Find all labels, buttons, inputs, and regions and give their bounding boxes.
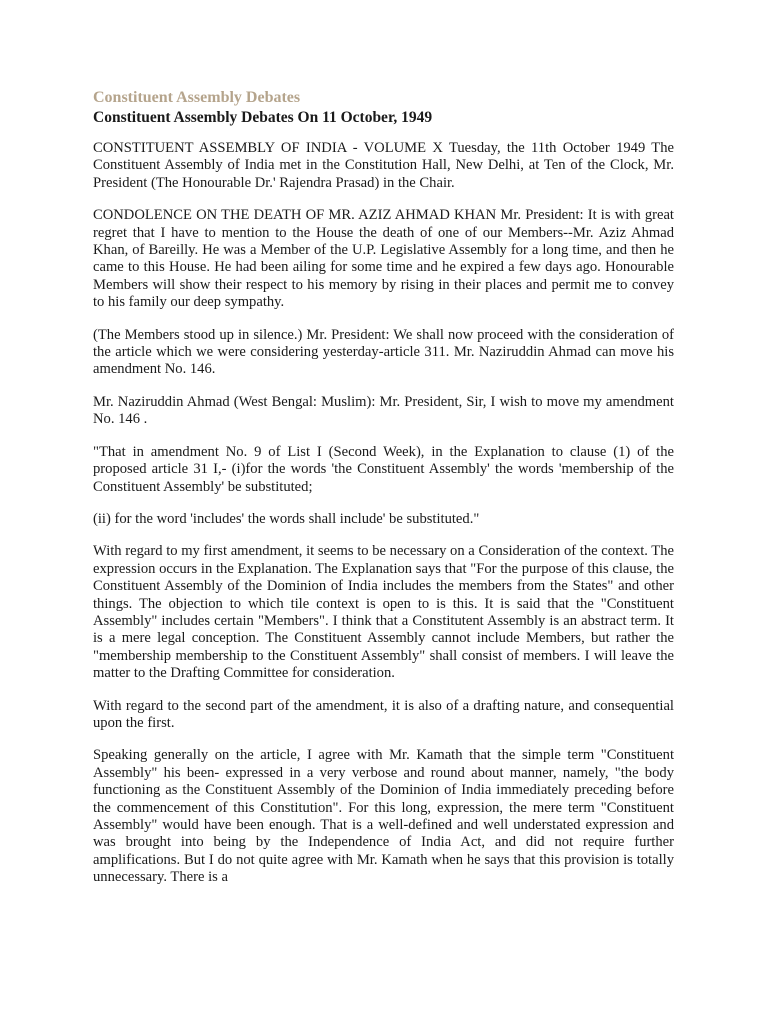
paragraph-amendment-text-1: "That in amendment No. 9 of List I (Second Week), in the Explanation to clause (1) of the proposed article 31 I,- (i)for the words 'the Constituent Assembly' the words 'membership of the Constituent Assembly' be substituted;	[93, 443, 674, 495]
document-title: Constituent Assembly Debates	[93, 89, 301, 106]
paragraph-second-amendment: With regard to the second part of the amendment, it is also of a drafting nature, and consequential upon the first.	[93, 697, 674, 731]
paragraph-members-stood: (The Members stood up in silence.) Mr. President: We shall now proceed with the consideration of the article which we were considering yesterday-article 311. Mr. Naziruddin Ahmad can move his amendment No. 146.	[93, 326, 674, 378]
document-subtitle: Constituent Assembly Debates On 11 October, 1949	[93, 109, 433, 126]
paragraph-amendment-text-2: (ii) for the word 'includes' the words shall include' be substituted."	[93, 510, 480, 527]
paragraph-first-amendment-reasoning: With regard to my first amendment, it seems to be necessary on a Consideration of the context. The expression occurs in the Explanation. The Explanation says that "For the purpose of this clause, the Constituent Assembly of the Dominion of India includes the members from the States" and other things. The objection to which tile context is open to is this. It is said that the "Constituent Assembly" includes certain "Members". I think that a Constitutent Assembly is an abstract term. It is a mere legal conception. The Constituent Assembly cannot include Members, but rather the "membership membership to the Constituent Assembly" shall consist of members. I will leave the matter to the Drafting Committee for consideration.	[93, 543, 674, 682]
paragraph-general-remarks: Speaking generally on the article, I agree with Mr. Kamath that the simple term "Constituent Assembly" his been- expressed in a very verbose and round about manner, namely, "the body functioning as the Constituent Assembly of the Dominion of India immediately preceding before the commencement of this Constitution". For this long, expression, the mere term "Constituent Assembly" would have been enough. That is a well-defined and well understated expression and was brought into being by the Independence of India Act, and did not require further amplifications. But I do not quite agree with Mr. Kamath when he says that this provision is totally unnecessary. There is a	[93, 747, 674, 886]
paragraph-move-amendment: Mr. Naziruddin Ahmad (West Bengal: Muslim): Mr. President, Sir, I wish to move my amendment No. 146 .	[93, 393, 674, 428]
paragraph-session-opening: CONSTITUENT ASSEMBLY OF INDIA - VOLUME X Tuesday, the 11th October 1949 The Constituent Assembly of India met in the Constitution Hall, New Delhi, at Ten of the Clock, Mr. President (The Honourable Dr.' Rajendra Prasad) in the Chair.	[93, 140, 674, 191]
document-page	[93, 88, 674, 902]
paragraph-condolence: CONDOLENCE ON THE DEATH OF MR. AZIZ AHMAD KHAN Mr. President: It is with great regret that I have to mention to the House the death of one of our Members--Mr. Aziz Ahmad Khan, of Bareilly. He was a Member of the U.P. Legislative Assembly for a long time, and then he came to this House. He had been ailing for some time and he expired a few days ago. Honourable Members will show their respect to his memory by rising in their places and permit me to convey to his family our deep sympathy.	[93, 207, 674, 311]
